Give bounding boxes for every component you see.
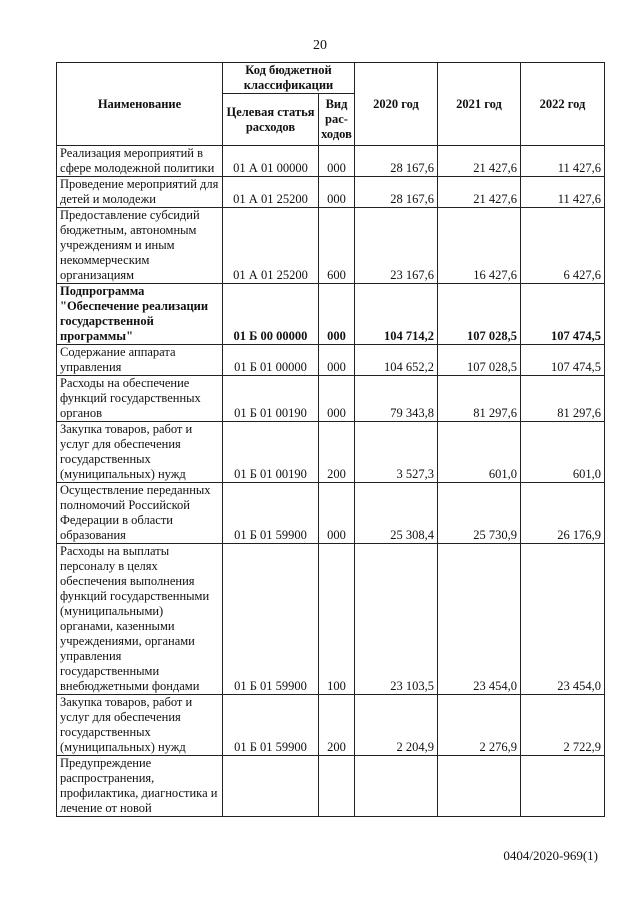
table-row <box>57 208 605 284</box>
table-row <box>57 483 605 544</box>
header-2021: 2021 год <box>438 63 521 146</box>
row-value-2022: 81 297,6 <box>521 376 605 422</box>
row-name: Расходы на обеспечение функций государственных органов <box>57 376 223 422</box>
row-value-2020: 25 308,4 <box>355 483 438 544</box>
row-target-code: 01 Б 01 59900 <box>223 695 319 756</box>
row-value-2021 <box>438 756 521 817</box>
row-value-2022: 107 474,5 <box>521 284 605 345</box>
row-value-2022 <box>521 756 605 817</box>
row-name: Содержание аппарата управления <box>57 345 223 376</box>
table-row <box>57 544 605 695</box>
row-value-2021: 25 730,9 <box>438 483 521 544</box>
row-value-2020: 28 167,6 <box>355 146 438 177</box>
row-value-2020 <box>355 756 438 817</box>
row-expense-type: 000 <box>319 146 355 177</box>
row-target-code: 01 А 01 25200 <box>223 208 319 284</box>
row-name: Предупреждение распространения, профилактика, диагностика и лечение от новой <box>57 756 223 817</box>
row-value-2022: 2 722,9 <box>521 695 605 756</box>
row-name: Подпрограмма "Обеспечение реализации государственной программы" <box>57 284 223 345</box>
header-name: Наименование <box>57 63 223 146</box>
subprogram-row <box>57 284 605 345</box>
row-expense-type: 000 <box>319 284 355 345</box>
row-expense-type: 200 <box>319 422 355 483</box>
row-expense-type: 600 <box>319 208 355 284</box>
row-value-2021: 21 427,6 <box>438 177 521 208</box>
table-row <box>57 756 605 817</box>
table-row <box>57 146 605 177</box>
row-name: Расходы на выплаты персоналу в целях обеспечения выполнения функций государственными (муниципальными) органами, казенными учреждениями, органами управления государственными внебюджетными фондами <box>57 544 223 695</box>
row-target-code: 01 А 01 00000 <box>223 146 319 177</box>
header-2022: 2022 год <box>521 63 605 146</box>
row-value-2020: 23 167,6 <box>355 208 438 284</box>
row-target-code: 01 А 01 25200 <box>223 177 319 208</box>
row-value-2022: 26 176,9 <box>521 483 605 544</box>
row-name: Реализация мероприятий в сфере молодежной политики <box>57 146 223 177</box>
row-name: Предоставление субсидий бюджетным, автономным учреждениям и иным некоммерческим организациям <box>57 208 223 284</box>
row-value-2021: 107 028,5 <box>438 284 521 345</box>
row-target-code <box>223 756 319 817</box>
row-value-2021: 81 297,6 <box>438 376 521 422</box>
row-value-2020: 104 652,2 <box>355 345 438 376</box>
row-value-2021: 2 276,9 <box>438 695 521 756</box>
row-expense-type: 000 <box>319 177 355 208</box>
row-value-2022: 6 427,6 <box>521 208 605 284</box>
header-type: Вид рас- ходов <box>319 94 355 146</box>
row-expense-type: 100 <box>319 544 355 695</box>
header-code-group: Код бюджетной классификации <box>223 63 355 94</box>
header-target: Целевая статья расходов <box>223 94 319 146</box>
row-value-2022: 107 474,5 <box>521 345 605 376</box>
row-target-code: 01 Б 00 00000 <box>223 284 319 345</box>
row-target-code: 01 Б 01 00190 <box>223 422 319 483</box>
row-value-2021: 601,0 <box>438 422 521 483</box>
page-number: 20 <box>313 38 327 53</box>
header-row-1 <box>57 63 605 94</box>
row-value-2020: 23 103,5 <box>355 544 438 695</box>
row-expense-type: 000 <box>319 376 355 422</box>
header-2020: 2020 год <box>355 63 438 146</box>
row-expense-type: 000 <box>319 345 355 376</box>
row-name: Закупка товаров, работ и услуг для обеспечения государственных (муниципальных) нужд <box>57 695 223 756</box>
table-row <box>57 695 605 756</box>
row-name: Закупка товаров, работ и услуг для обеспечения государственных (муниципальных) нужд <box>57 422 223 483</box>
row-expense-type <box>319 756 355 817</box>
row-value-2022: 23 454,0 <box>521 544 605 695</box>
row-name: Осуществление переданных полномочий Российской Федерации в области образования <box>57 483 223 544</box>
row-target-code: 01 Б 01 00190 <box>223 376 319 422</box>
row-value-2020: 104 714,2 <box>355 284 438 345</box>
row-target-code: 01 Б 01 00000 <box>223 345 319 376</box>
row-expense-type: 000 <box>319 483 355 544</box>
document-code: 0404/2020-969(1) <box>503 848 598 863</box>
row-value-2020: 2 204,9 <box>355 695 438 756</box>
row-target-code: 01 Б 01 59900 <box>223 483 319 544</box>
budget-table <box>56 62 605 817</box>
table-row <box>57 345 605 376</box>
row-value-2022: 11 427,6 <box>521 146 605 177</box>
row-value-2021: 21 427,6 <box>438 146 521 177</box>
row-value-2020: 3 527,3 <box>355 422 438 483</box>
table-row <box>57 422 605 483</box>
table-row <box>57 177 605 208</box>
row-value-2022: 601,0 <box>521 422 605 483</box>
row-name: Проведение мероприятий для детей и молодежи <box>57 177 223 208</box>
row-value-2021: 16 427,6 <box>438 208 521 284</box>
row-value-2021: 23 454,0 <box>438 544 521 695</box>
row-value-2021: 107 028,5 <box>438 345 521 376</box>
row-value-2022: 11 427,6 <box>521 177 605 208</box>
row-target-code: 01 Б 01 59900 <box>223 544 319 695</box>
row-value-2020: 79 343,8 <box>355 376 438 422</box>
row-value-2020: 28 167,6 <box>355 177 438 208</box>
table-row <box>57 376 605 422</box>
row-expense-type: 200 <box>319 695 355 756</box>
